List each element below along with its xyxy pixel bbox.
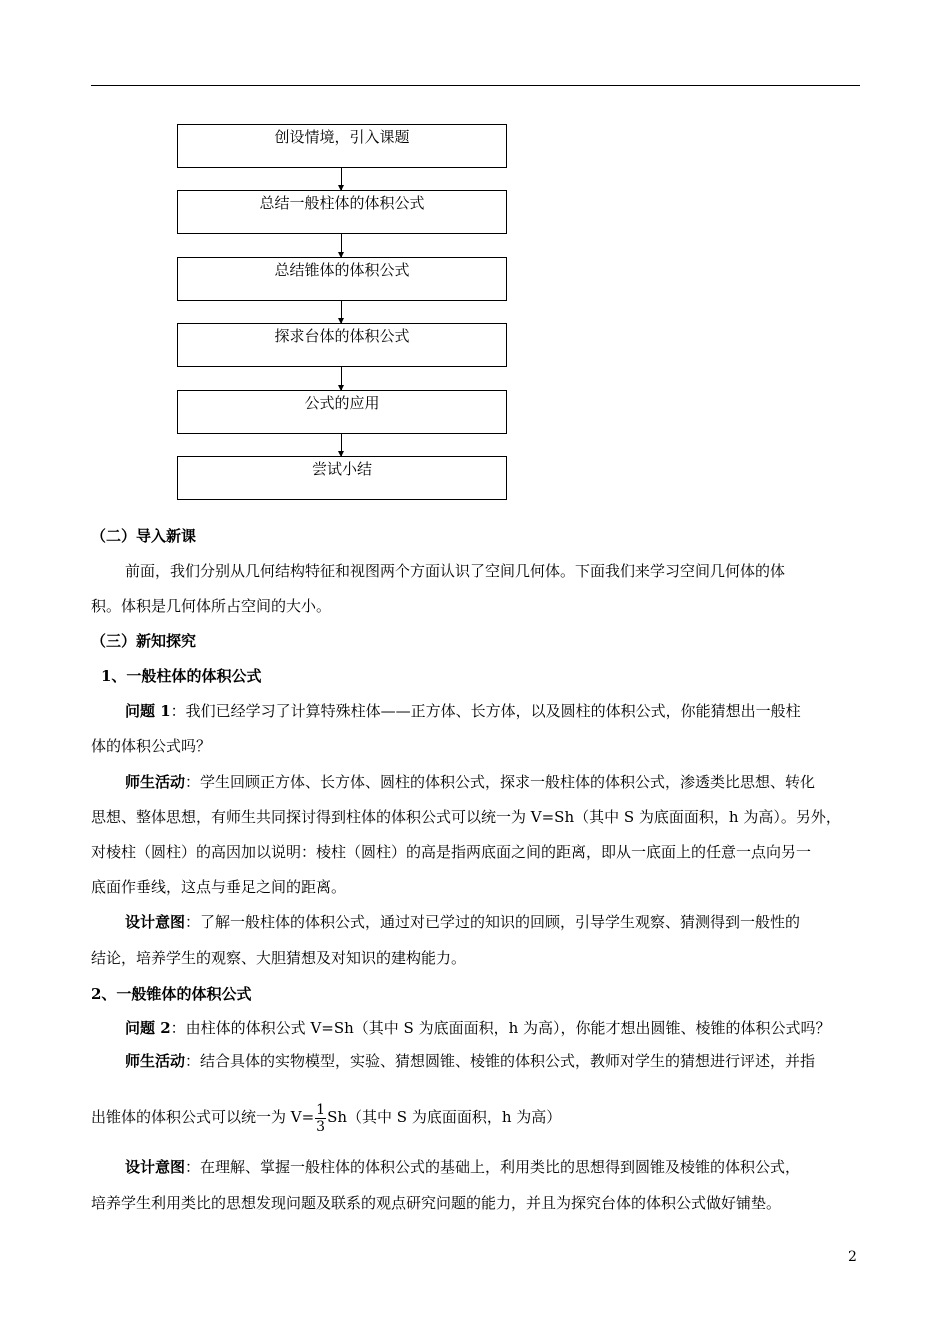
part1-design-line-2: 结论，培养学生的观察、大胆猜想及对知识的建构能力。 <box>91 949 467 967</box>
flow-step-6: 尝试小结 <box>177 456 507 500</box>
question-1-text: ：我们已经学习了计算特殊柱体——正方体、长方体，以及圆柱的体积公式，你能猜想出一般柱 <box>170 702 801 720</box>
part2-design-line-1 <box>125 1156 860 1178</box>
flow-step-1: 创设情境，引入课题 <box>177 124 507 168</box>
flow-step-2: 总结一般柱体的体积公式 <box>177 190 507 234</box>
part2-design-line-2: 培养学生利用类比的思想发现问题及联系的观点研究问题的能力，并且为探究台体的体积公式做好铺垫。 <box>91 1194 782 1212</box>
question-1-label: 问题 1 <box>125 702 171 720</box>
fraction-one-third <box>315 1102 326 1135</box>
question-2-text: ：由柱体的体积公式 V=Sh（其中 S 为底面面积，h 为高），你能才想出圆锥、棱锥的体积公式吗？ <box>170 1019 831 1037</box>
intro-paragraph-line-2: 积。体积是几何体所占空间的大小。 <box>91 597 332 615</box>
design-1-text: ：了解一般柱体的体积公式，通过对已学过的知识的回顾，引导学生观察、猜测得到一般性的 <box>185 913 801 931</box>
formula-prefix: 出锥体的体积公式可以统一为 V= <box>91 1108 315 1126</box>
part1-question-line-2: 体的体积公式吗？ <box>91 737 212 755</box>
flow-step-4: 探求台体的体积公式 <box>177 323 507 367</box>
design-2-text: ：在理解、掌握一般柱体的体积公式的基础上，利用类比的思想得到圆锥及棱锥的体积公式， <box>185 1158 801 1176</box>
part1-design-line-1 <box>125 911 860 933</box>
flow-arrow-1 <box>341 168 342 190</box>
header-rule <box>91 85 860 86</box>
part1-activity-line-2: 思想、整体思想，有师生共同探讨得到柱体的体积公式可以统一为 V=Sh（其中 S 为底面面积，h 为高）。另外， <box>91 808 841 826</box>
activity-2-label: 师生活动 <box>125 1052 186 1070</box>
part1-activity-line-4: 底面作垂线，这点与垂足之间的距离。 <box>91 878 347 896</box>
page-number: 2 <box>848 1249 857 1265</box>
flow-arrow-4 <box>341 367 342 390</box>
section-heading-intro: （二）导入新课 <box>91 527 197 545</box>
part1-activity-line-1 <box>125 771 860 793</box>
fraction-denominator: 3 <box>316 1118 326 1135</box>
design-2-label: 设计意图 <box>125 1158 186 1176</box>
flow-step-5: 公式的应用 <box>177 390 507 434</box>
part1-activity-line-3: 对棱柱（圆柱）的高因加以说明：棱柱（圆柱）的高是指两底面之间的距离，即从一底面上的任意一点向另一 <box>91 843 812 861</box>
question-2-label: 问题 2 <box>125 1019 171 1037</box>
part1-question-line-1 <box>125 700 860 722</box>
part2-activity-line-1 <box>125 1050 860 1072</box>
part1-heading: 1、一般柱体的体积公式 <box>101 667 262 685</box>
flow-step-3: 总结锥体的体积公式 <box>177 257 507 301</box>
formula-suffix: Sh（其中 S 为底面面积，h 为高） <box>327 1108 562 1126</box>
intro-paragraph-line-1: 前面，我们分别从几何结构特征和视图两个方面认识了空间几何体。下面我们来学习空间几何体的体 <box>125 562 786 580</box>
design-1-label: 设计意图 <box>125 913 186 931</box>
activity-2-text: ：结合具体的实物模型，实验、猜想圆锥、棱锥的体积公式，教师对学生的猜想进行评述，并指 <box>185 1052 816 1070</box>
activity-1-label: 师生活动 <box>125 773 186 791</box>
section-heading-explore: （三）新知探究 <box>91 632 197 650</box>
fraction-numerator: 1 <box>316 1101 326 1118</box>
part2-heading: 2、一般锥体的体积公式 <box>91 985 252 1003</box>
part2-question-line-1 <box>125 1017 860 1039</box>
flow-arrow-5 <box>341 434 342 456</box>
activity-1-text: ：学生回顾正方体、长方体、圆柱的体积公式，探求一般柱体的体积公式，渗透类比思想、转化 <box>185 773 816 791</box>
flow-arrow-3 <box>341 301 342 323</box>
flow-arrow-2 <box>341 234 342 257</box>
part2-activity-line-2 <box>91 1100 861 1135</box>
